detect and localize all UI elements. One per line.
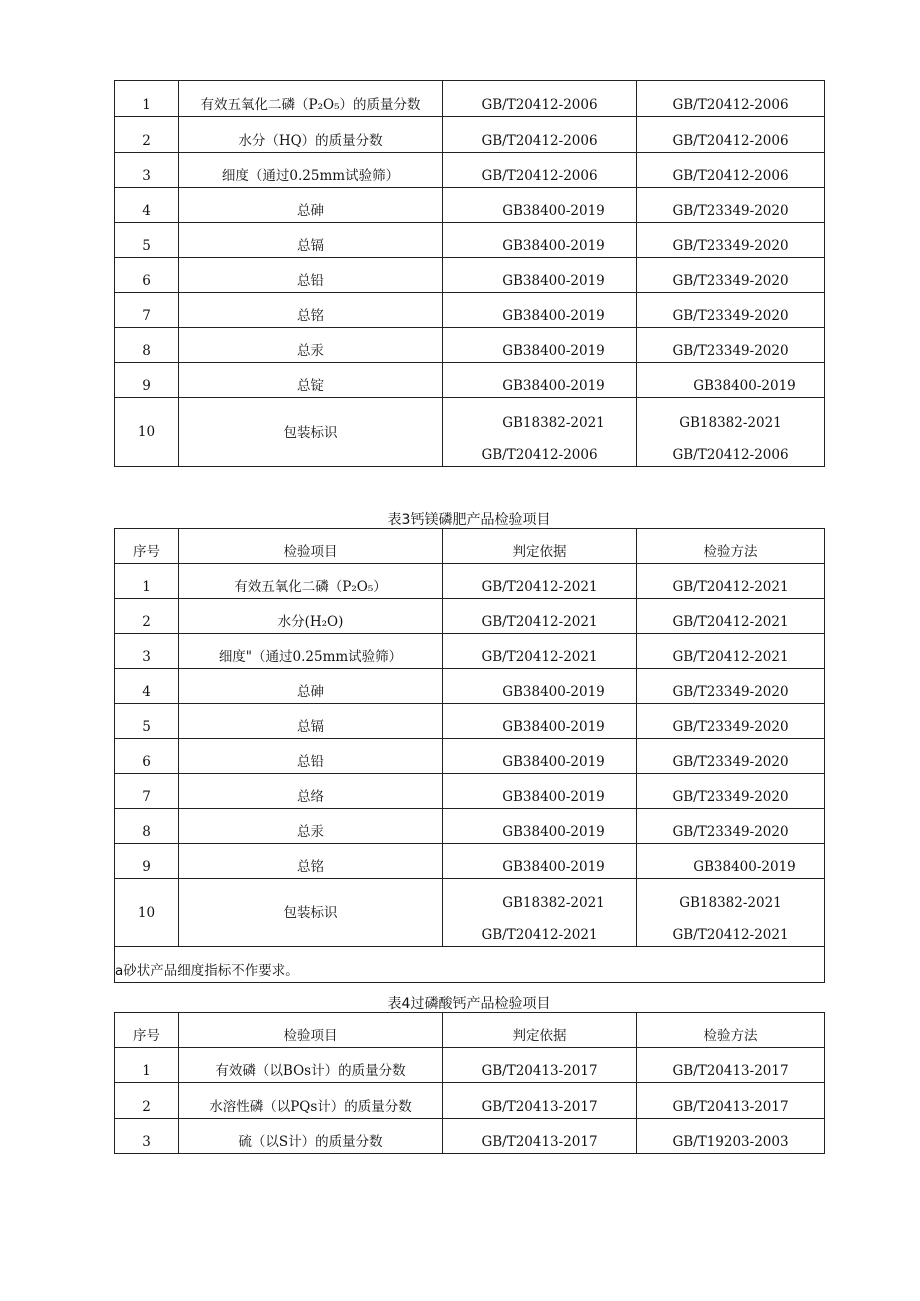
- test-method: GB/T23349-2020: [637, 809, 825, 844]
- judgment-basis: GB38400-2019: [443, 739, 637, 774]
- judgment-basis: GB/T20412-2006: [443, 153, 637, 188]
- inspection-item: 水溶性磷（以PQs计）的质量分数: [179, 1083, 443, 1119]
- judgment-basis: GB/T20412-2021: [443, 564, 637, 599]
- test-method: GB38400-2019: [637, 844, 825, 879]
- test-method: GB/T20412-2021: [637, 599, 825, 634]
- table-row: [115, 258, 825, 293]
- judgment-basis: GB38400-2019: [443, 809, 637, 844]
- header-method: 检验方法: [637, 529, 825, 564]
- table-row: [115, 599, 825, 634]
- row-number: 2: [115, 599, 179, 634]
- judgment-basis: GB38400-2019: [443, 844, 637, 879]
- table-row: [115, 153, 825, 188]
- test-method: GB/T23349-2020: [637, 704, 825, 739]
- row-number: 10: [115, 879, 179, 947]
- inspection-item: 总络: [179, 774, 443, 809]
- judgment-basis: GB/T20412-2006: [443, 81, 637, 117]
- judgment-basis: GB38400-2019: [443, 669, 637, 704]
- judgment-basis: [443, 879, 637, 947]
- row-number: 6: [115, 739, 179, 774]
- table-4: [114, 1012, 825, 1154]
- inspection-item: 细度"（通过0.25mm试验筛）: [179, 634, 443, 669]
- inspection-item: 细度（通过0.25mm试验筛）: [179, 153, 443, 188]
- table-row: [115, 223, 825, 258]
- table-row: [115, 117, 825, 153]
- table-row: [115, 809, 825, 844]
- table-note: a砂状产品细度指标不作要求。: [115, 947, 825, 983]
- inspection-item: 有效磷（以BOs计）的质量分数: [179, 1048, 443, 1083]
- inspection-item: 水分（HQ）的质量分数: [179, 117, 443, 153]
- row-number: 5: [115, 704, 179, 739]
- inspection-item: 包装标识: [179, 879, 443, 947]
- table-note-row: [115, 947, 825, 983]
- test-method: GB/T23349-2020: [637, 669, 825, 704]
- inspection-item: 总汞: [179, 809, 443, 844]
- row-number: 7: [115, 774, 179, 809]
- row-number: 3: [115, 634, 179, 669]
- row-number: 9: [115, 363, 179, 398]
- table-row: [115, 704, 825, 739]
- judgment-basis: GB38400-2019: [443, 258, 637, 293]
- table-row: [115, 564, 825, 599]
- inspection-item: 水分(H₂O): [179, 599, 443, 634]
- table-4-caption: 表4过磷酸钙产品检验项目: [387, 996, 551, 1012]
- judgment-basis: [443, 398, 637, 467]
- test-method: GB/T23349-2020: [637, 774, 825, 809]
- test-method: GB/T23349-2020: [637, 223, 825, 258]
- header-no: 序号: [115, 529, 179, 564]
- test-method: GB/T20412-2006: [637, 117, 825, 153]
- table-row: [115, 844, 825, 879]
- test-method: GB/T23349-2020: [637, 188, 825, 223]
- table-row: [115, 739, 825, 774]
- inspection-item: 总铭: [179, 844, 443, 879]
- row-number: 6: [115, 258, 179, 293]
- judgment-basis: GB38400-2019: [443, 223, 637, 258]
- test-method: GB/T20412-2006: [637, 153, 825, 188]
- table-row: [115, 293, 825, 328]
- test-method: [637, 398, 825, 467]
- row-number: 5: [115, 223, 179, 258]
- header-no: 序号: [115, 1013, 179, 1048]
- test-method: GB/T23349-2020: [637, 258, 825, 293]
- judgment-basis: GB38400-2019: [443, 774, 637, 809]
- test-method: GB/T20413-2017: [637, 1048, 825, 1083]
- basis-line: GB18382-2021: [502, 415, 605, 431]
- table-header-row: [115, 1013, 825, 1048]
- header-basis: 判定依据: [443, 529, 637, 564]
- table-row: [115, 1119, 825, 1154]
- table-3: [114, 528, 825, 983]
- row-number: 10: [115, 398, 179, 467]
- method-line: GB18382-2021: [679, 895, 782, 911]
- method-line: GB18382-2021: [679, 415, 782, 431]
- judgment-basis: GB38400-2019: [443, 293, 637, 328]
- row-number: 3: [115, 1119, 179, 1154]
- table-3-caption: 表3钙镁磷肥产品检验项目: [387, 512, 551, 528]
- inspection-item: 总砷: [179, 188, 443, 223]
- judgment-basis: GB/T20412-2021: [443, 599, 637, 634]
- inspection-item: 总铭: [179, 293, 443, 328]
- row-number: 2: [115, 1083, 179, 1119]
- basis-line: GB18382-2021: [502, 895, 605, 911]
- table-row: [115, 669, 825, 704]
- row-number: 8: [115, 328, 179, 363]
- header-basis: 判定依据: [443, 1013, 637, 1048]
- test-method: GB/T19203-2003: [637, 1119, 825, 1154]
- basis-line: GB/T20412-2006: [481, 447, 598, 463]
- test-method: GB/T23349-2020: [637, 328, 825, 363]
- inspection-item: 硫（以S计）的质量分数: [179, 1119, 443, 1154]
- row-number: 7: [115, 293, 179, 328]
- test-method: GB/T23349-2020: [637, 293, 825, 328]
- inspection-item: 总铅: [179, 739, 443, 774]
- row-number: 4: [115, 188, 179, 223]
- test-method: GB/T20413-2017: [637, 1083, 825, 1119]
- test-method: GB38400-2019: [637, 363, 825, 398]
- judgment-basis: GB/T20413-2017: [443, 1048, 637, 1083]
- row-number: 3: [115, 153, 179, 188]
- row-number: 8: [115, 809, 179, 844]
- judgment-basis: GB38400-2019: [443, 188, 637, 223]
- judgment-basis: GB/T20412-2006: [443, 117, 637, 153]
- inspection-item: 总镉: [179, 223, 443, 258]
- inspection-item: 有效五氧化二磷（P₂O₅）: [179, 564, 443, 599]
- table-row: [115, 188, 825, 223]
- table-row: [115, 774, 825, 809]
- inspection-item: 总镉: [179, 704, 443, 739]
- table-row: [115, 879, 825, 947]
- inspection-item: 总铅: [179, 258, 443, 293]
- table-row: [115, 398, 825, 467]
- judgment-basis: GB38400-2019: [443, 328, 637, 363]
- inspection-item: 总砷: [179, 669, 443, 704]
- row-number: 1: [115, 1048, 179, 1083]
- inspection-item: 包装标识: [179, 398, 443, 467]
- method-line: GB/T20412-2021: [672, 927, 789, 943]
- judgment-basis: GB/T20413-2017: [443, 1083, 637, 1119]
- row-number: 1: [115, 564, 179, 599]
- inspection-item: 总锭: [179, 363, 443, 398]
- basis-line: GB/T20412-2021: [481, 927, 598, 943]
- judgment-basis: GB38400-2019: [443, 363, 637, 398]
- table-2: [114, 80, 825, 467]
- row-number: 4: [115, 669, 179, 704]
- test-method: [637, 879, 825, 947]
- test-method: GB/T20412-2021: [637, 564, 825, 599]
- judgment-basis: GB38400-2019: [443, 704, 637, 739]
- table-row: [115, 328, 825, 363]
- test-method: GB/T23349-2020: [637, 739, 825, 774]
- test-method: GB/T20412-2006: [637, 81, 825, 117]
- table-row: [115, 81, 825, 117]
- header-item: 检验项目: [179, 1013, 443, 1048]
- table-row: [115, 363, 825, 398]
- row-number: 9: [115, 844, 179, 879]
- table-row: [115, 1083, 825, 1119]
- row-number: 1: [115, 81, 179, 117]
- test-method: GB/T20412-2021: [637, 634, 825, 669]
- method-line: GB/T20412-2006: [672, 447, 789, 463]
- table-row: [115, 1048, 825, 1083]
- header-item: 检验项目: [179, 529, 443, 564]
- judgment-basis: GB/T20413-2017: [443, 1119, 637, 1154]
- table-header-row: [115, 529, 825, 564]
- row-number: 2: [115, 117, 179, 153]
- header-method: 检验方法: [637, 1013, 825, 1048]
- inspection-item: 有效五氧化二磷（P₂O₅）的质量分数: [179, 81, 443, 117]
- inspection-item: 总汞: [179, 328, 443, 363]
- table-row: [115, 634, 825, 669]
- judgment-basis: GB/T20412-2021: [443, 634, 637, 669]
